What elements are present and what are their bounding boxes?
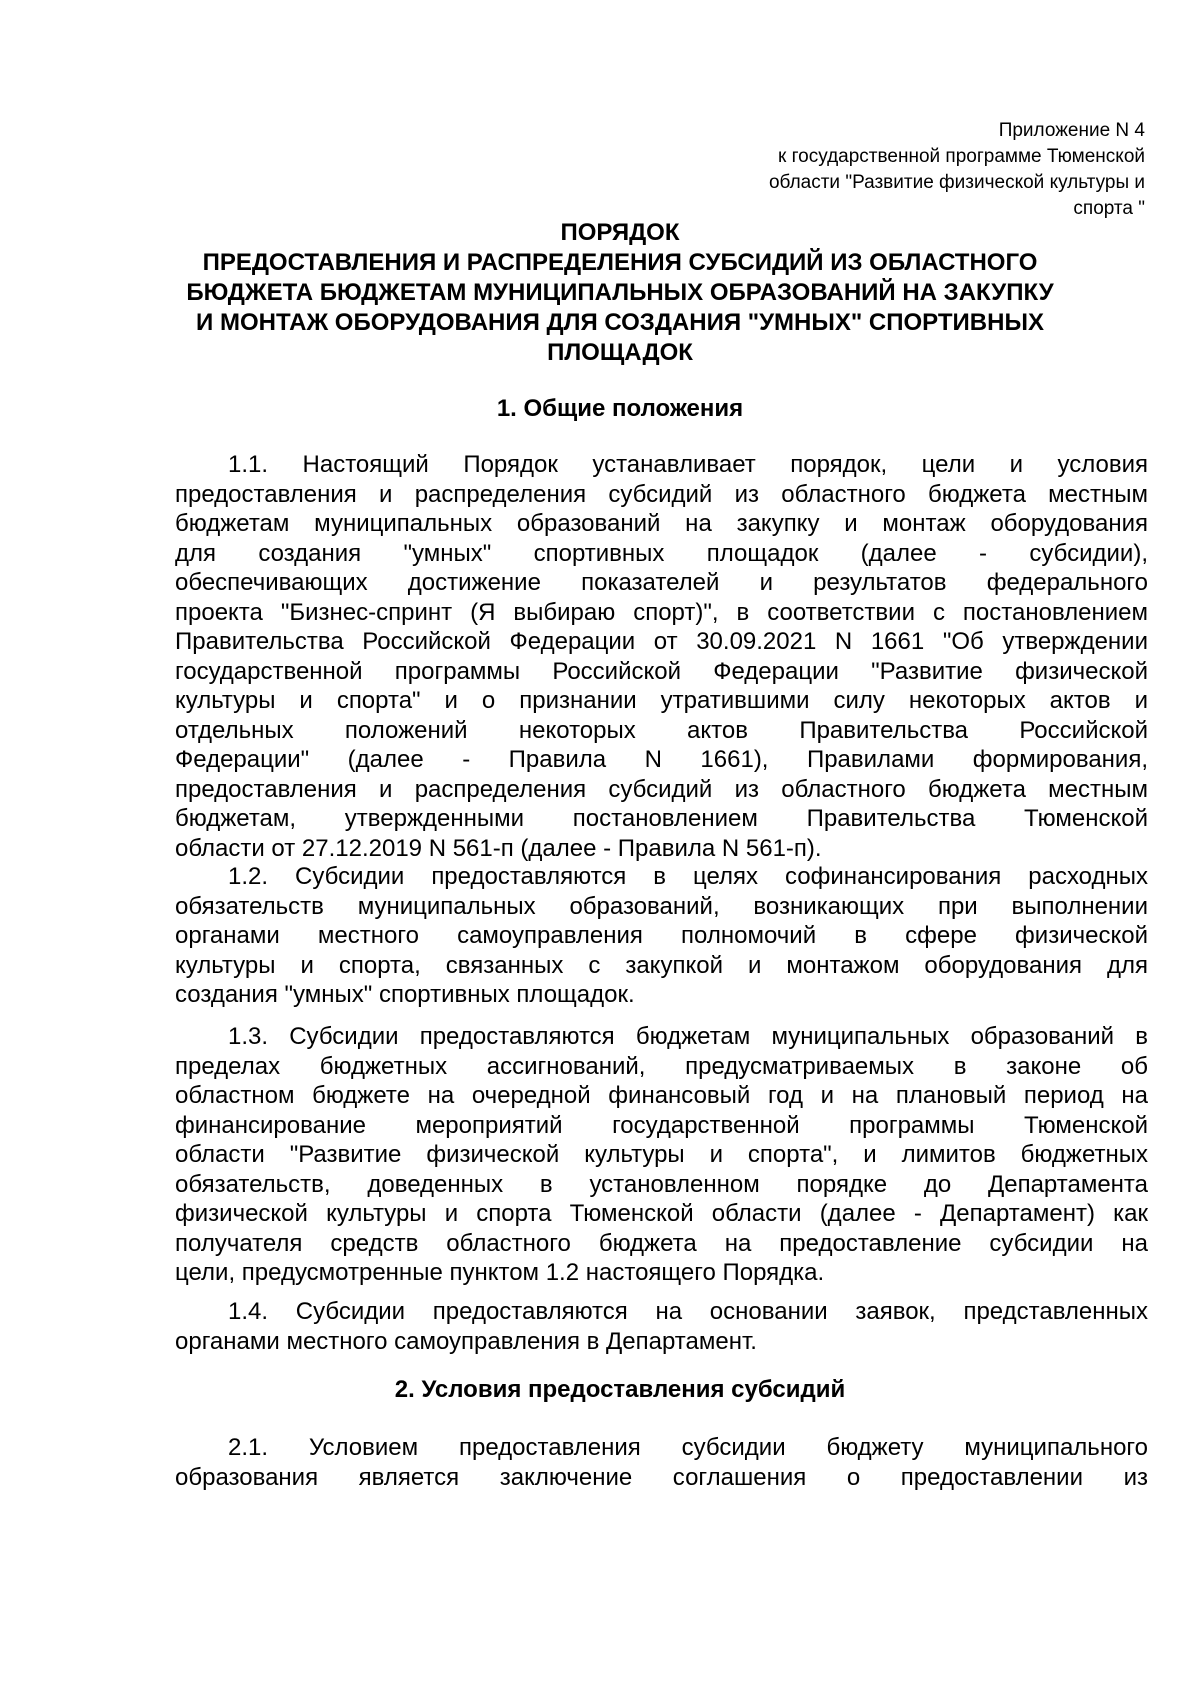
title-line: ПЛОЩАДОК [547, 339, 693, 366]
text-line: обязательств муниципальных образований, возникающих при выполнении [175, 892, 1148, 920]
text-line: культуры и спорта, связанных с закупкой и монтажом оборудования для [175, 951, 1148, 979]
appendix-line: области "Развитие физической культуры и [768, 172, 1145, 193]
appendix-line: спорта " [1073, 198, 1145, 219]
text-line: органами местного самоуправления в Департамент. [175, 1327, 757, 1355]
text-line: бюджетам муниципальных образований на закупку и монтаж оборудования [175, 510, 1148, 537]
title-line: ПРЕДОСТАВЛЕНИЯ И РАСПРЕДЕЛЕНИЯ СУБСИДИЙ ИЗ ОБЛАСТНОГО [202, 249, 1038, 276]
text-line: 1.4. Субсидии предоставляются на основании заявок, представленных [228, 1298, 1148, 1325]
paragraph-2-1 [175, 1433, 1148, 1492]
section-heading-general: 1. Общие положения [496, 395, 744, 422]
text-line: культуры и спорта" и о признании утратившими силу некоторых актов и [175, 687, 1148, 714]
text-line: 1.1. Настоящий Порядок устанавливает порядок, цели и условия [228, 451, 1148, 478]
text-line: предоставления и распределения субсидий из областного бюджета местным [175, 775, 1148, 803]
text-line: Правительства Российской Федерации от 30.09.2021 N 1661 "Об утверждении [175, 628, 1148, 655]
text-line: финансирование мероприятий государственной программы Тюменской [175, 1111, 1148, 1139]
text-line: бюджетам, утвержденными постановлением Правительства Тюменской [175, 805, 1148, 832]
text-line: образования является заключение соглашения о предоставлении из [175, 1463, 1148, 1491]
text-line: создания "умных" спортивных площадок. [175, 981, 635, 1008]
appendix-line: Приложение N 4 [998, 120, 1145, 141]
text-line: 1.2. Субсидии предоставляются в целях софинансирования расходных [228, 863, 1148, 890]
text-line: 1.3. Субсидии предоставляются бюджетам муниципальных образований в [228, 1023, 1148, 1050]
appendix-note [675, 118, 1145, 222]
text-line: цели, предусмотренные пунктом 1.2 настоящего Порядка. [175, 1259, 825, 1286]
text-line: отдельных положений некоторых актов Правительства Российской [175, 716, 1148, 744]
text-line: пределах бюджетных ассигнований, предусматриваемых в законе об [175, 1052, 1148, 1080]
text-line: физической культуры и спорта Тюменской области (далее - Департамент) как [175, 1200, 1148, 1227]
text-line: обеспечивающих достижение показателей и результатов федерального [175, 569, 1148, 596]
text-line: областном бюджете на очередной финансовый год и на плановый период на [175, 1082, 1148, 1109]
text-line: предоставления и распределения субсидий из областного бюджета местным [175, 480, 1148, 508]
text-line: Федерации" (далее - Правила N 1661), Правилами формирования, [175, 746, 1148, 773]
text-line: получателя средств областного бюджета на предоставление субсидии на [175, 1229, 1148, 1257]
section-heading-conditions: 2. Условия предоставления субсидий [394, 1376, 846, 1403]
text-line: проекта "Бизнес-спринт (Я выбираю спорт)", в соответствии с постановлением [175, 598, 1148, 626]
text-line: области от 27.12.2019 N 561-п (далее - Правила N 561-п). [175, 834, 822, 862]
text-line: государственной программы Российской Федерации "Развитие физической [175, 657, 1148, 685]
document-title [170, 218, 1070, 368]
paragraph-1-3 [175, 1022, 1148, 1288]
title-line: И МОНТАЖ ОБОРУДОВАНИЯ ДЛЯ СОЗДАНИЯ "УМНЫХ" СПОРТИВНЫХ [196, 309, 1044, 336]
title-line: БЮДЖЕТА БЮДЖЕТАМ МУНИЦИПАЛЬНЫХ ОБРАЗОВАНИЙ НА ЗАКУПКУ [186, 279, 1054, 306]
paragraph-1-1 [175, 450, 1148, 863]
text-line: для создания "умных" спортивных площадок (далее - субсидии), [175, 539, 1148, 567]
appendix-line: к государственной программе Тюменской [778, 146, 1145, 167]
title-line: ПОРЯДОК [560, 219, 680, 246]
text-line: 2.1. Условием предоставления субсидии бюджету муниципального [228, 1434, 1148, 1461]
text-line: области "Развитие физической культуры и спорта", и лимитов бюджетных [175, 1141, 1148, 1168]
text-line: органами местного самоуправления полномочий в сфере физической [175, 922, 1148, 949]
text-line: обязательств, доведенных в установленном порядке до Департамента [175, 1170, 1148, 1198]
paragraph-1-2 [175, 862, 1148, 1010]
paragraph-1-4 [175, 1297, 1148, 1356]
